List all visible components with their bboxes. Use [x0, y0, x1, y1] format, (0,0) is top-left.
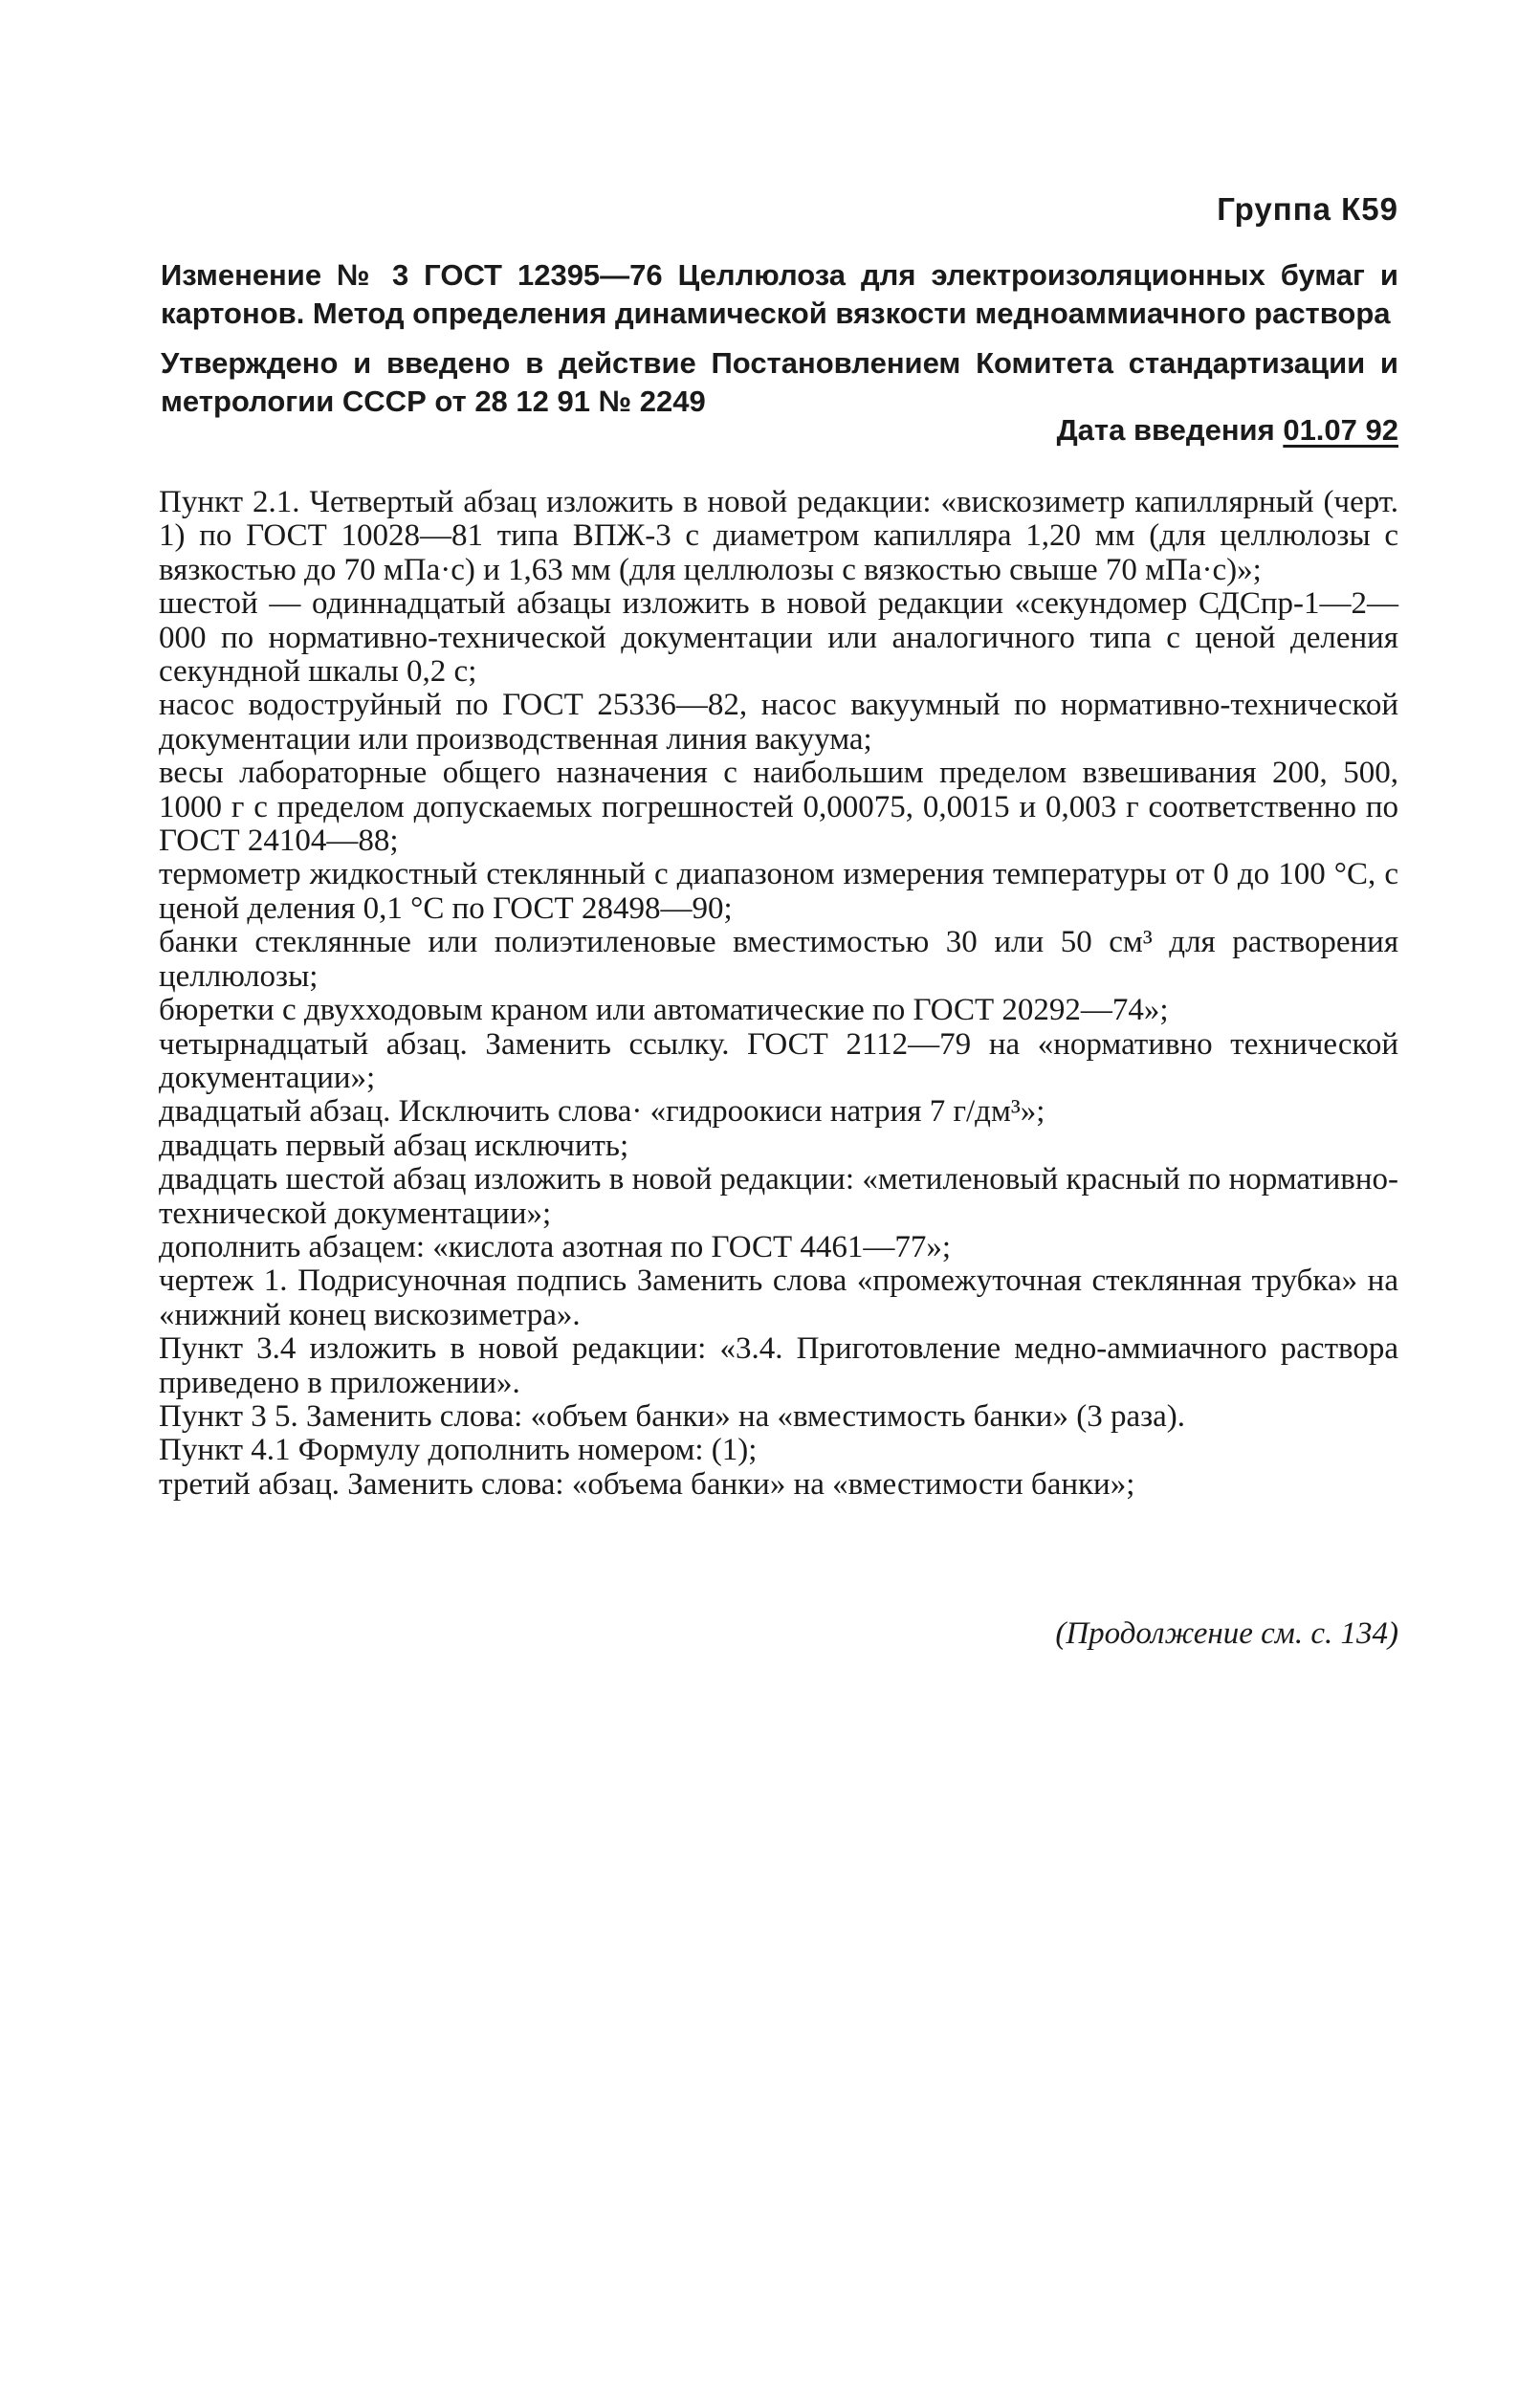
- paragraph-2: шестой — одиннадцатый абзацы изложить в новой редакции «секундомер СДСпр-1—2—000 по нормативно-технической документации или аналогичного типа с ценой деления секундной шкалы 0,2 с;: [159, 586, 1398, 690]
- paragraph-12: дополнить абзацем: «кислота азотная по ГОСТ 4461—77»;: [159, 1229, 952, 1264]
- paragraph-7: бюретки с двухходовым краном или автоматические по ГОСТ 20292—74»;: [159, 993, 1169, 1028]
- paragraph-16: Пункт 4.1 Формулу дополнить номером: (1);: [159, 1433, 758, 1468]
- effective-date-value: 01.07 92: [1283, 413, 1398, 447]
- paragraph-9: двадцатый абзац. Исключить слова· «гидроокиси натрия 7 г/дм³»;: [159, 1094, 1045, 1130]
- paragraph-17: третий абзац. Заменить слова: «объема банки» на «вместимости банки»;: [159, 1466, 1135, 1502]
- paragraph-13: чертеж 1. Подрисуночная подпись Заменить слова «промежуточная стеклянная трубка» на «нижний конец вискозиметра».: [159, 1263, 1398, 1332]
- paragraph-14: Пункт 3.4 изложить в новой редакции: «3.4. Приготовление медно-аммиачного раствора приведено в приложении».: [159, 1331, 1398, 1400]
- amendment-body: [159, 486, 1398, 1502]
- amendment-title: Изменение № 3 ГОСТ 12395—76 Целлюлоза для электроизоляционных бумаг и картонов. Метод определения динамической вязкости медноаммиачного раствора: [161, 258, 1398, 330]
- paragraph-3: насос водоструйный по ГОСТ 25336—82, насос вакуумный по нормативно-технической документации или производственная линия вакуума;: [159, 688, 1398, 757]
- paragraph-11: двадцать шестой абзац изложить в новой редакции: «метиленовый красный по нормативно-технической документации»;: [159, 1162, 1398, 1231]
- paragraph-6: банки стеклянные или полиэтиленовые вместимостью 30 или 50 см³ для растворения целлюлозы;: [159, 925, 1398, 994]
- effective-date: [1057, 413, 1398, 448]
- continuation-note: (Продолжение см. с. 134): [1055, 1616, 1398, 1651]
- paragraph-10: двадцать первый абзац исключить;: [159, 1128, 629, 1163]
- group-label: Группа К59: [1217, 191, 1398, 227]
- paragraph-15: Пункт 3 5. Заменить слова: «объем банки» на «вместимость банки» (3 раза).: [159, 1398, 1186, 1434]
- paragraph-1: Пункт 2.1. Четвертый абзац изложить в новой редакции: «вискозиметр капиллярный (черт. 1) по ГОСТ 10028—81 типа ВПЖ-3 с диаметром капилляра 1,20 мм (для целлюлозы с вязкостью до 70 мПа·с) и 1,63 мм (для целлюлозы с вязкостью свыше 70 мПа·с)»;: [159, 485, 1398, 587]
- paragraph-5: термометр жидкостный стеклянный с диапазоном измерения температуры от 0 до 100 °С, с ценой деления 0,1 °С по ГОСТ 28498—90;: [159, 857, 1398, 926]
- approval-statement: Утверждено и введено в действие Постановлением Комитета стандартизации и метрологии СССР от 28 12 91 № 2249: [161, 346, 1398, 418]
- effective-date-label: Дата введения: [1056, 413, 1275, 447]
- paragraph-4: весы лабораторные общего назначения с наибольшим пределом взвешивания 200, 500, 1000 г с пределом допускаемых погрешностей 0,00075, 0,0015 и 0,003 г соответственно по ГОСТ 24104—88;: [159, 756, 1398, 859]
- paragraph-8: четырнадцатый абзац. Заменить ссылку. ГОСТ 2112—79 на «нормативно технической документации»;: [159, 1026, 1398, 1095]
